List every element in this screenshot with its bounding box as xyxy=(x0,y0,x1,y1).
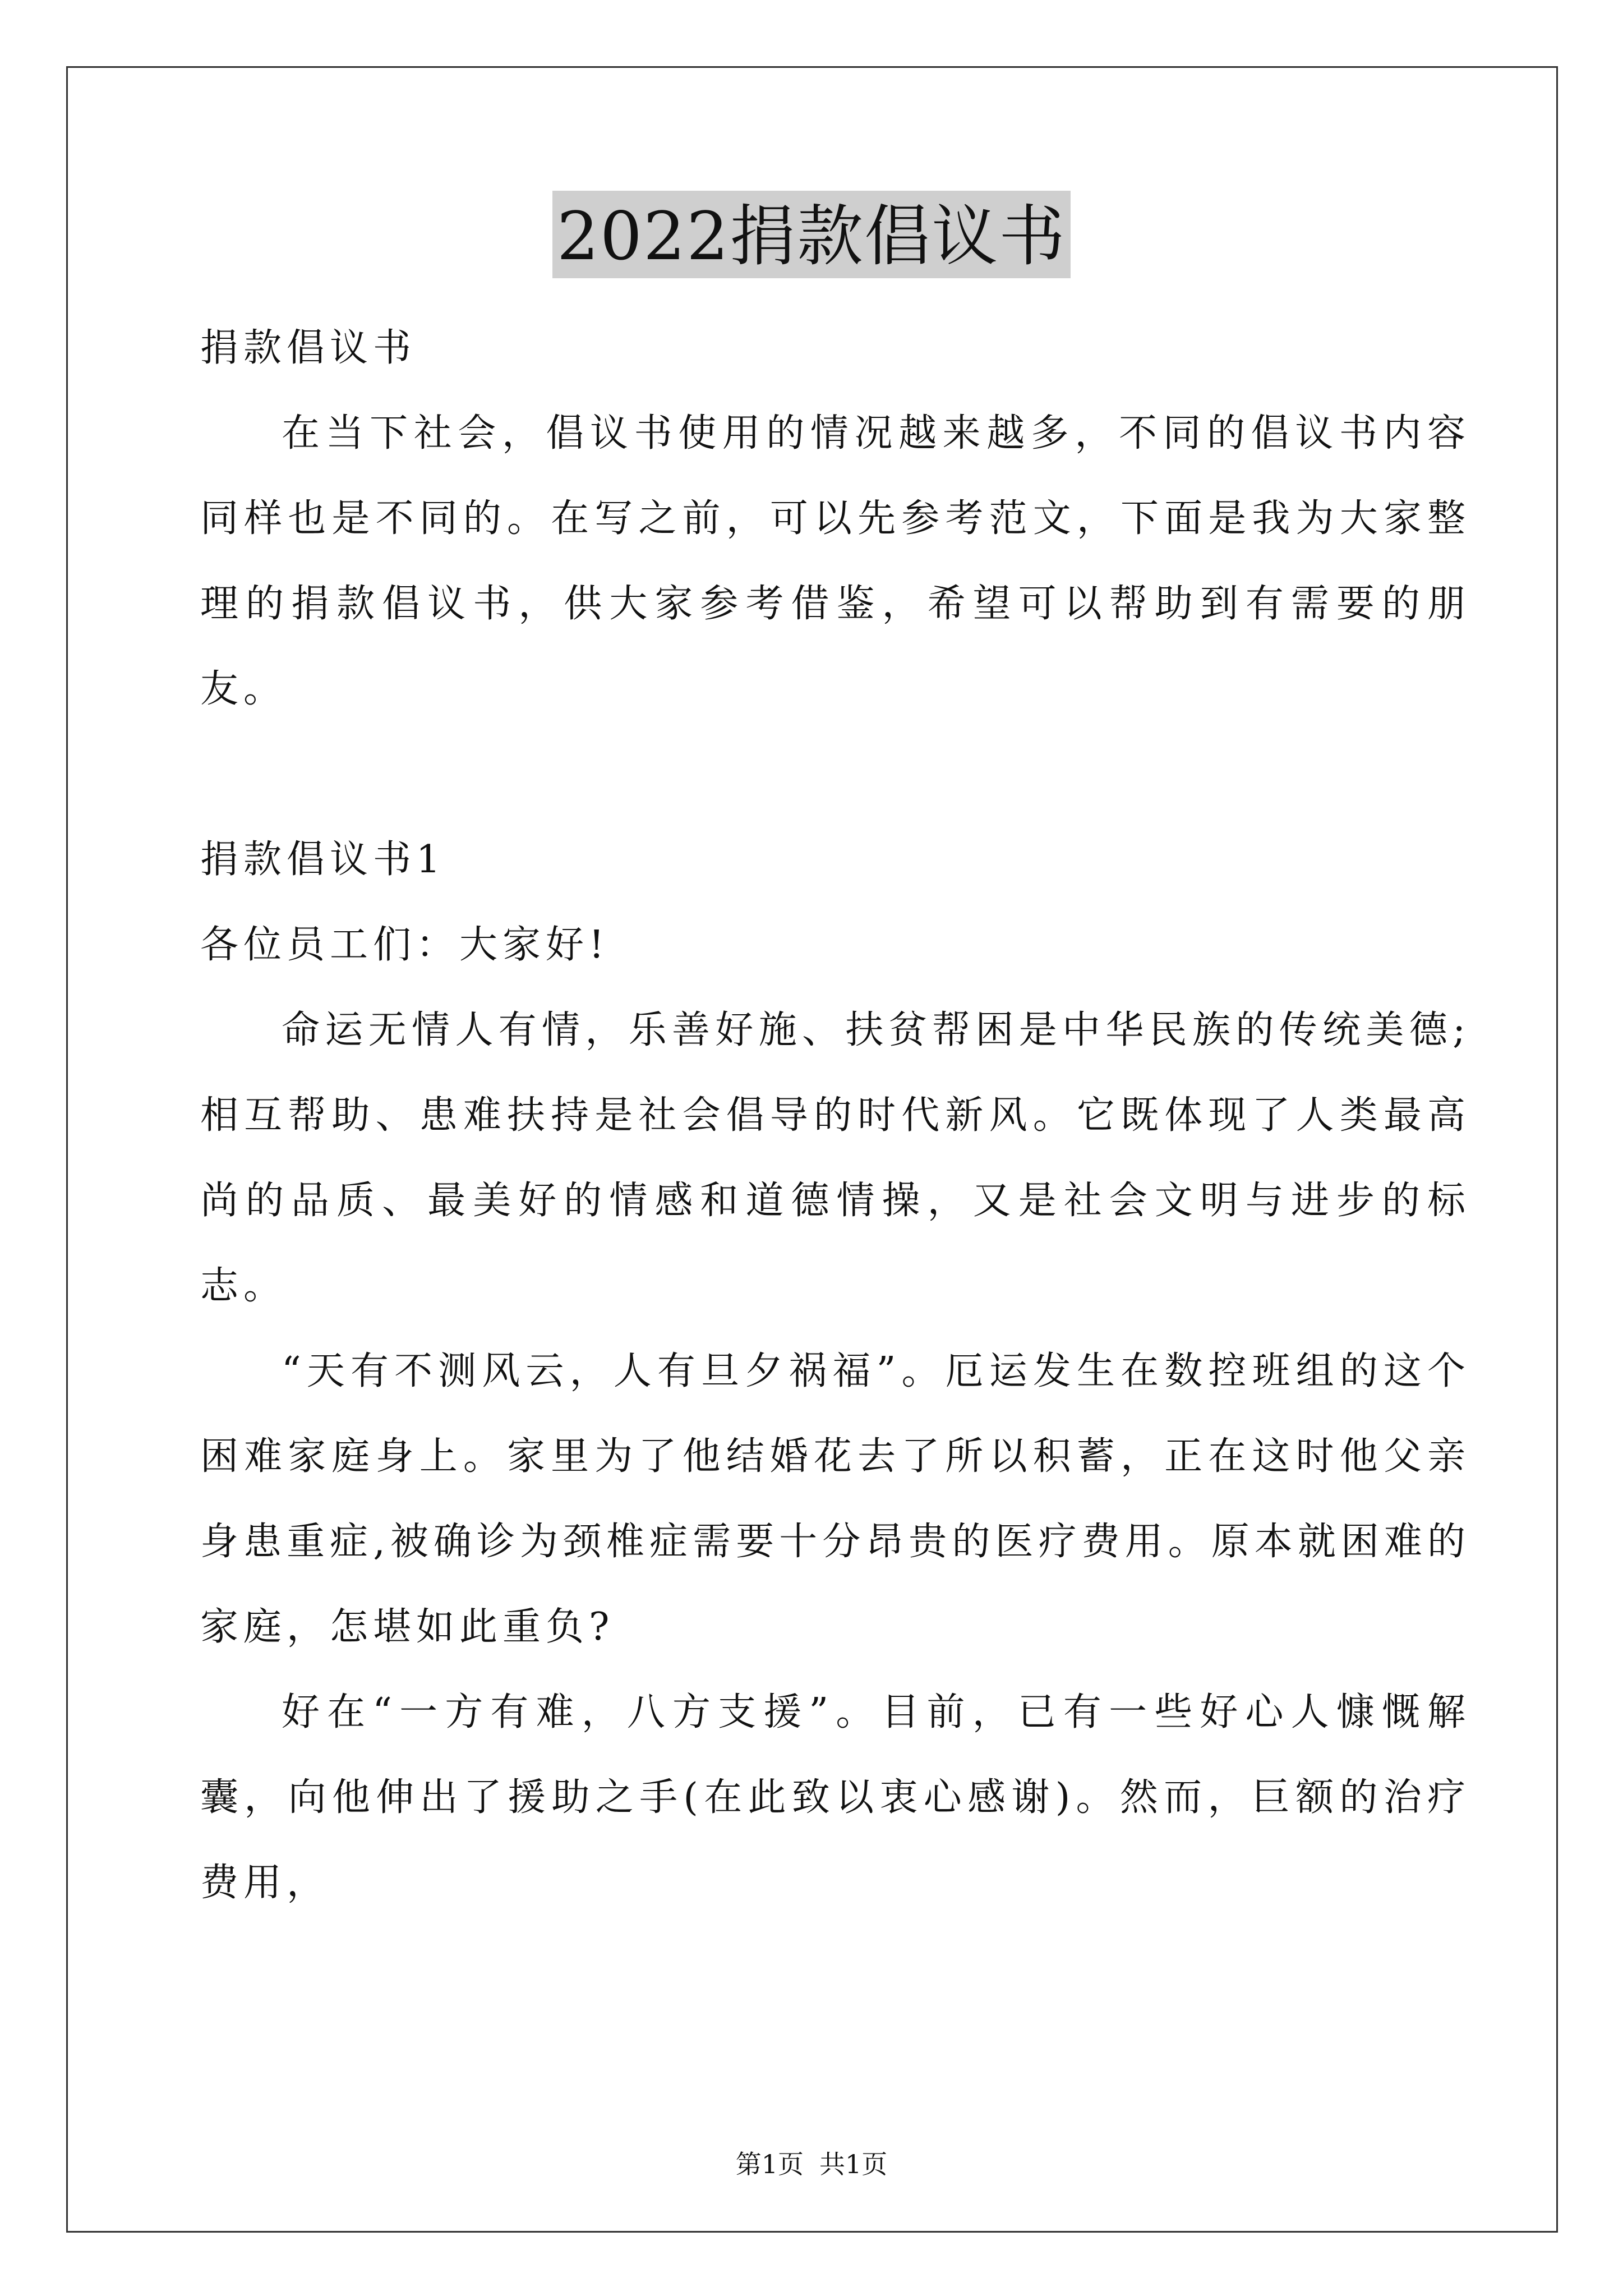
page-number: 第1页 xyxy=(735,2149,804,2179)
body-paragraph-1: 命运无情人有情，乐善好施、扶贫帮困是中华民族的传统美德;相互帮助、患难扶持是社会倡导的时代新风。它既体现了人类最高尚的品质、最美好的情感和道德情操，又是社会文明与进步的标志。 xyxy=(200,1008,1470,1308)
document-title: 2022捐款倡议书 xyxy=(552,191,1071,278)
spacer xyxy=(200,732,1470,817)
greeting: 各位员工们：大家好! xyxy=(200,923,610,967)
page-total: 共1页 xyxy=(819,2149,888,2179)
intro-paragraph: 在当下社会，倡议书使用的情况越来越多，不同的倡议书内容同样也是不同的。在写之前，可以先参考范文，下面是我为大家整理的捐款倡议书，供大家参考借鉴，希望可以帮助到有需要的朋友。 xyxy=(200,411,1470,711)
title-area xyxy=(0,191,1623,278)
document-body xyxy=(200,306,1470,1926)
subtitle: 捐款倡议书 xyxy=(200,326,417,370)
body-paragraph-3: 好在“一方有难，八方支援”。目前，已有一些好心人慷慨解囊，向他伸出了援助之手(在此致以衷心感谢)。然而，巨额的治疗费用， xyxy=(200,1690,1470,1905)
section-title: 捐款倡议书1 xyxy=(200,838,446,882)
body-paragraph-2: “天有不测风云，人有旦夕祸福”。厄运发生在数控班组的这个困难家庭身上。家里为了他结婚花去了所以积蓄，正在这时他父亲身患重症,被确诊为颈椎症需要十分昂贵的医疗费用。原本就困难的家庭，怎堪如此重负? xyxy=(200,1349,1470,1649)
page-footer xyxy=(0,2147,1623,2181)
